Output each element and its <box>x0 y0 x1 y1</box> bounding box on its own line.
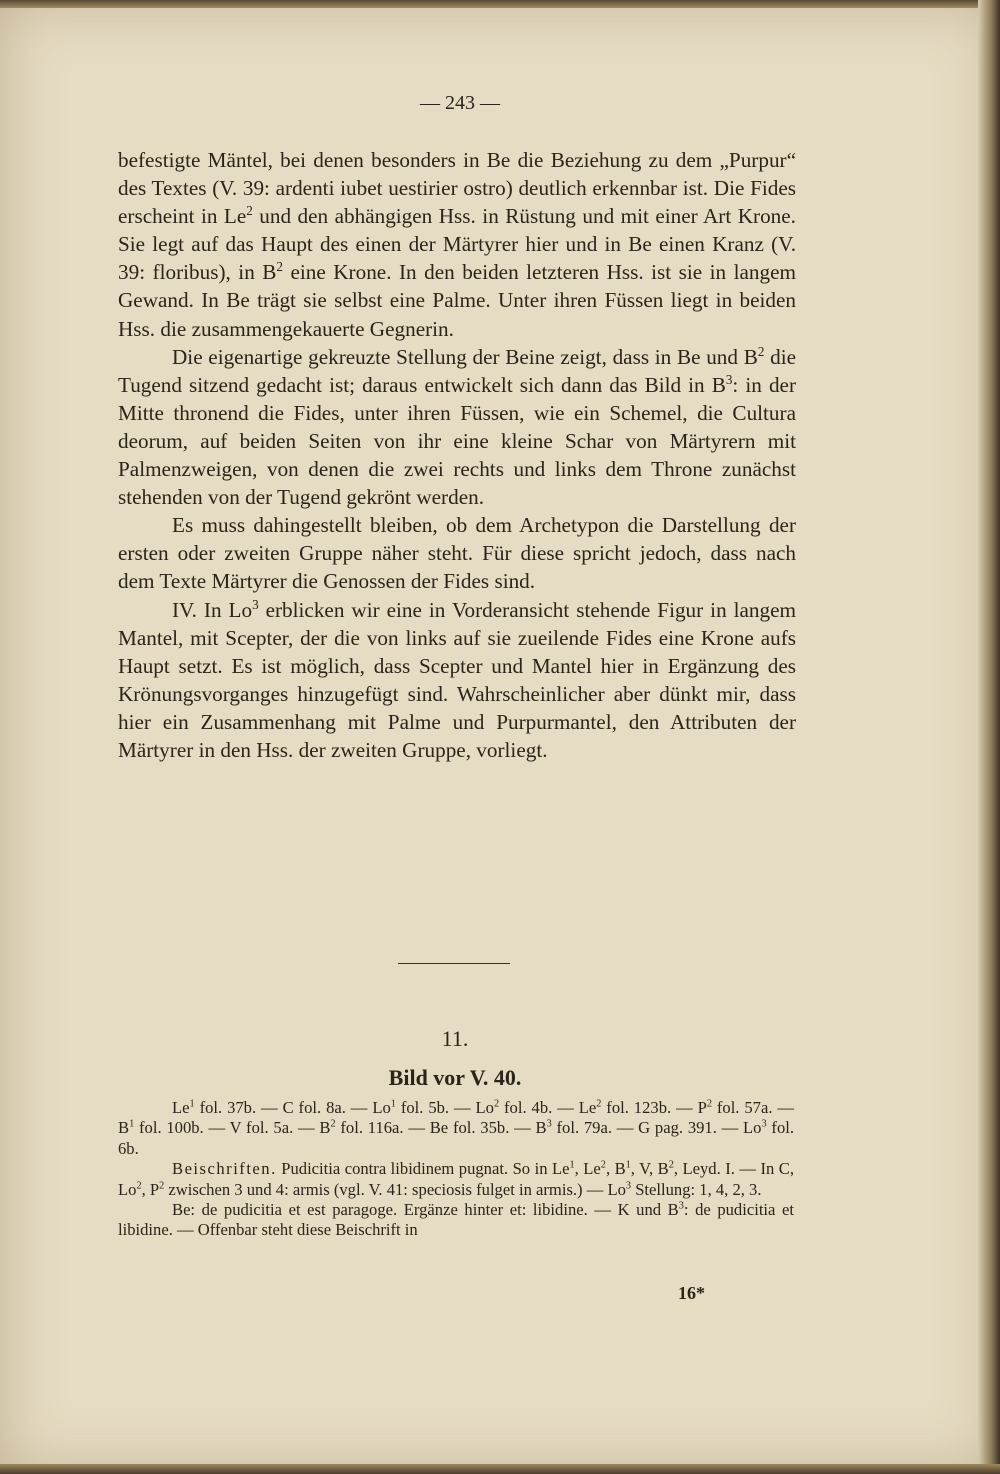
paragraph-4: IV. In Lo$^3$ erblicken wir eine in Vorderansicht stehende Figur in langem Mantel, mit Scepter, der die von links auf sie zueilende Fides eine Krone aufs Haupt setzt. Es ist möglich, dass Scepter und Mantel hier in Ergänzung des Krönungsvorganges hinzugefügt sind. Wahrscheinlicher aber dünkt mir, dass hier ein Zusammenhang mit Palme und Purpurmantel, den Attributen der Märtyrer in den Hss. der zweiten Gruppe, vorliegt. <box>118 596 796 762</box>
section-number: 11. <box>441 1026 469 1051</box>
book-spine-edge <box>978 0 1000 1474</box>
main-text <box>118 146 796 764</box>
paragraph-3: Es muss dahingestellt bleiben, ob dem Archetypon die Darstellung der ersten oder zweiten Gruppe näher steht. Für diese spricht jedoch, dass nach dem Texte Märtyrer die Genossen der Fides sind. <box>118 513 796 594</box>
notes-paragraph-2: Beischriften. Pudicitia contra libidinem pugnat. So in Le$^1$, Le$^2$, $B^1$, V, $B^2$, Leyd. I. — In C, Lo$^2$, $P^2$ zwischen 3 und 4: armis (vgl. V. 41: speciosis fulget in armis.) — Lo$^3$ Stellung: 1, 4, 2, 3. <box>118 1159 794 1199</box>
notes-paragraph-1: Le$^1$ fol. 37b. — C fol. 8a. — Lo$^1$ fol. 5b. — Lo$^2$ fol. 4b. — Le$^2$ fol. 123b. — $P^2$ fol. 57a. — $B^1$ fol. 100b. — V fol. 5a. — $B^2$ fol. 116a. — Be fol. 35b. — $B^3$ fol. 79a. — G pag. 391. — Lo$^3$ fol. 6b. <box>118 1098 795 1158</box>
notes-paragraph-3: Be: de pudicitia et est paragoge. Ergänze hinter et: libidine. — K und $B^3$: de pudicitia et libidine. — Offenbar steht diese Beischrift in <box>118 1200 794 1240</box>
section-title: Bild vor V. 40. <box>388 1065 522 1090</box>
page-bottom-edge <box>0 1464 1000 1474</box>
section-divider <box>398 963 510 964</box>
beischriften-label: Beischriften. <box>172 1159 277 1179</box>
paragraph-1: befestigte Mäntel, bei denen besonders in Be die Beziehung zu dem „Purpur“ des Textes (V. 39: ardenti iubet uestirier ostro) deutlich erkennbar ist. Die Fides erscheint in Le$^2$ und den abhängigen Hss. in Rüstung und mit einer Art Krone. Sie legt auf das Haupt des einen der Märtyrer hier und in Be einen Kranz (V. 39: floribus), in $B^2$ eine Krone. In den beiden letzteren Hss. ist sie in langem Gewand. In Be trägt sie selbst eine Palme. Unter ihren Füssen liegt in beiden Hss. die zusammengekauerte Gegnerin. <box>118 148 796 341</box>
page-number: — 243 — <box>420 92 500 114</box>
signature-mark: 16* <box>678 1283 705 1303</box>
page-top-edge <box>0 0 1000 8</box>
paragraph-2: Die eigenartige gekreuzte Stellung der Beine zeigt, dass in Be und $B^2$ die Tugend sitzend gedacht ist; daraus entwickelt sich dann das Bild in $B^3$: in der Mitte thronend die Fides, unter ihren Füssen, wie ein Schemel, die Cultura deorum, auf beiden Seiten von ihr eine kleine Schar von Märtyrern mit Palmenzweigen, von denen die zwei rechts und links dem Throne zunächst stehenden von der Tugend gekrönt werden. <box>118 343 796 510</box>
notes-block <box>118 1098 794 1241</box>
